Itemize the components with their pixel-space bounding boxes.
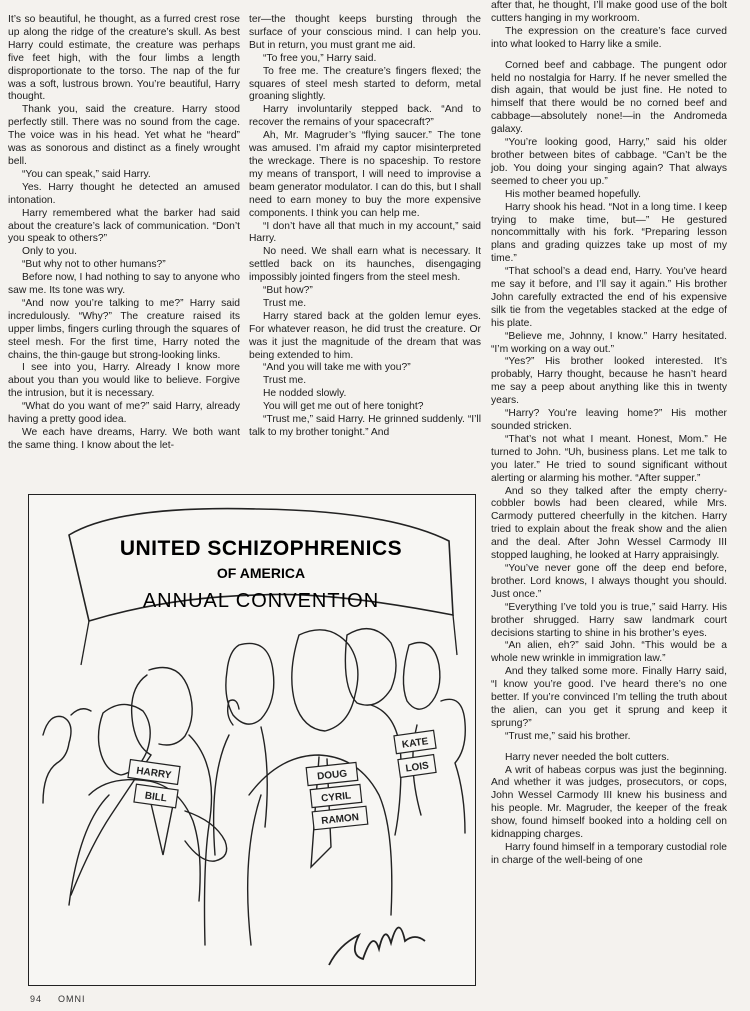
paragraph: ter—the thought keeps bursting through the surface of your conscious mind. I can help you. But in return, you must grant me aid. (249, 14, 481, 51)
paragraph: You will get me out of here tonight? (263, 401, 424, 413)
tag-lois: LOIS (404, 760, 430, 775)
magazine-name: OMNI (58, 994, 86, 1004)
paragraph: Harry stared back at the golden lemur eyes. For whatever reason, he did trust the creature. Or was it just the magnitude of the dream that was being extended to him. (249, 310, 481, 361)
paragraph: I see into you, Harry. Already I know more about you than you would like to believe. Forgive the intrusion, but it is necessary. (8, 362, 240, 400)
paragraph: “Believe me, Johnny, I know.” Harry hesitated. “I’m working on a way out.” (491, 330, 727, 355)
banner-line-3: ANNUAL CONVENTION (142, 590, 380, 612)
paragraph: “Harry? You’re leaving home?” His mother sounded stricken. (491, 408, 727, 432)
name-tags (128, 730, 436, 829)
paragraph: And they talked some more. Finally Harry said, “I know you’re good. I’ve heard there’s no one better. If you’re convinced I’m telling the truth about the alien, can you get it sprung and keep it sprung?” (491, 666, 727, 729)
paragraph: Yes. Harry thought he detected an amused intonation. (8, 181, 240, 206)
paragraph: after that, he thought, I’ll make good use of the bolt cutters hanging in my workroom. (491, 0, 727, 24)
text-column-1 (8, 14, 240, 453)
paragraph: Trust me. (263, 375, 307, 387)
paragraph: He nodded slowly. (263, 388, 347, 400)
paragraph: Corned beef and cabbage. The pungent odor held no nostalgia for Harry. If he never smelled the dish again, that would be just fine. He noted to himself that there would be no corned beef and cabbage—absolutely none!—in the Andromeda galaxy. (491, 59, 727, 136)
banner-line-1: UNITED SCHIZOPHRENICS (119, 537, 403, 560)
paragraph: The expression on the creature’s face curved into what looked to Harry like a smile. (491, 25, 727, 50)
paragraph: Harry never needed the bolt cutters. (505, 751, 670, 763)
tag-doug: DOUG (316, 768, 348, 783)
cartoon-illustration (28, 494, 476, 986)
paragraph: Harry found himself in a temporary custodial role in charge of the well-being of one (491, 842, 727, 866)
text-column-3 (491, 0, 727, 868)
paragraph: “But how?” (263, 285, 313, 297)
cartoonist-signature (329, 927, 425, 965)
tag-ramon: RAMON (320, 812, 360, 827)
paragraph: Thank you, said the creature. Harry stood perfectly still. There was no sound from the cage. The voice was in his head. Yet what he “heard” was as sonorous and distinct as a finely wrought bell. (8, 104, 240, 167)
tag-cyril: CYRIL (320, 790, 352, 805)
paragraph: Before now, I had nothing to say to anyone who saw me. Its tone was wry. (8, 272, 240, 297)
tag-harry: HARRY (135, 765, 172, 782)
paragraph: To free me. The creature’s fingers flexed; the squares of steel mesh started to deform, metal groaning slightly. (249, 65, 481, 103)
paragraph: Ah, Mr. Magruder’s “flying saucer.” The tone was amused. I’m afraid my captor misinterpreted the wreckage. There is no spaceship. To restore my means of transport, I will need to improvise a beam generator modulator. I can do this, but I shall need to earn money to buy the more expensive components. I think you can help me. (249, 130, 481, 219)
paragraph: We each have dreams, Harry. We both want the same thing. I know about the let- (8, 427, 240, 451)
paragraph: And so they talked after the empty cherry-cobbler bowls had been cleared, while Mrs. Carmody puttered cheerfully in the kitchen. Harry tried to explain about the freak show and the alien and the deal. After John Wessel Carmody III stopped laughing, he looked at Harry appraisingly. (491, 485, 727, 562)
paragraph: Trust me. (263, 297, 307, 309)
paragraph: “You’ve never gone off the deep end before, brother. Lord knows, I always thought you should. Just once.” (491, 562, 727, 600)
paragraph: “That’s not what I meant. Honest, Mom.” He turned to John. “Uh, business plans. Let me talk to you later.” He tried to sound significant without alerting or alarming his mother. “After supper.” (491, 433, 727, 484)
paragraph: His mother beamed hopefully. (505, 188, 642, 200)
paragraph: No need. We shall earn what is necessary. It settled back on its haunches, disengaging impossibly jointed fingers from the steel mesh. (249, 246, 481, 284)
tag-bill: BILL (144, 790, 168, 805)
paragraph: “An alien, eh?” said John. “This would be a whole new wrinkle in immigration law.” (491, 640, 727, 665)
paragraph: “And now you’re talking to me?” Harry said incredulously. “Why?” The creature raised its upper limbs, fingers curling through the squares of steel mesh. For the first time, Harry noted the chains, the thin-gauge but strong-looking links. (8, 297, 240, 361)
paragraph: Harry remembered what the barker had said about the creature’s lack of communication. “Don’t you speak to others?” (8, 207, 240, 245)
paragraph: “I don’t have all that much in my account,” said Harry. (249, 220, 481, 245)
page-number: 94 (30, 994, 43, 1004)
paragraph: “That school’s a dead end, Harry. You’ve heard me say it before, and I’ll say it again.” His brother John carefully extracted the end of his expensive silk tie from the vegetables stacked at the edge of his plate. (491, 266, 727, 329)
paragraph: “Trust me,” said Harry. He grinned suddenly. “I’ll talk to my brother tonight.” And (249, 414, 481, 438)
paragraph: “You can speak,” said Harry. (22, 168, 151, 180)
paragraph: A writ of habeas corpus was just the beginning. And whether it was judges, prosecutors, or cops, John Wessel Carmody III knew his business and his people. Mr. Magruder, the keeper of the freak show, found himself booked into a holding cell on kidnapping charges. (491, 764, 727, 841)
paragraph: “Everything I’ve told you is true,” said Harry. His brother shrugged. Harry saw landmark court decisions starting to shine in his brother’s eyes. (491, 601, 727, 639)
banner-line-2: OF AMERICA (216, 565, 306, 581)
paragraph: “But why not to other humans?” (22, 259, 166, 271)
paragraph: “To free you,” Harry said. (263, 52, 377, 64)
paragraph: Harry shook his head. “Not in a long time. I keep trying to make time, but—” He gestured noncommittally with his fork. “Preparing lesson plans and grading quizzes take up most of my time.” (491, 201, 727, 265)
paragraph: “Yes?” His brother looked interested. It’s probably, Harry thought, because he hasn’t heard me say a peep about anything like this in twenty years. (491, 356, 727, 407)
paragraph: It’s so beautiful, he thought, as a furred crest rose up along the ridge of the creature’s skull. As best Harry could estimate, the creature was perhaps five feet high, with the four limbs a length disproportionate to the torso. The nap of the fur was a soft, lustrous brown. You’re beautiful, Harry thought. (8, 14, 240, 103)
text-column-2 (249, 14, 481, 440)
paragraph: “You’re looking good, Harry,” said his older brother between bites of cabbage. “Can’t be the job. You doing your singing again? That always seemed to cheer you up.” (491, 137, 727, 187)
paragraph: “Trust me,” said his brother. (505, 730, 631, 742)
crowd-figures (43, 629, 465, 945)
cartoon-drawing (29, 495, 475, 985)
tag-kate: KATE (401, 736, 430, 751)
paragraph: “What do you want of me?” said Harry, already having a pretty good idea. (8, 401, 240, 426)
paragraph: Harry involuntarily stepped back. “And to recover the remains of your spacecraft?” (249, 104, 481, 129)
paragraph: “And you will take me with you?” (263, 362, 411, 374)
paragraph: Only to you. (22, 246, 77, 258)
